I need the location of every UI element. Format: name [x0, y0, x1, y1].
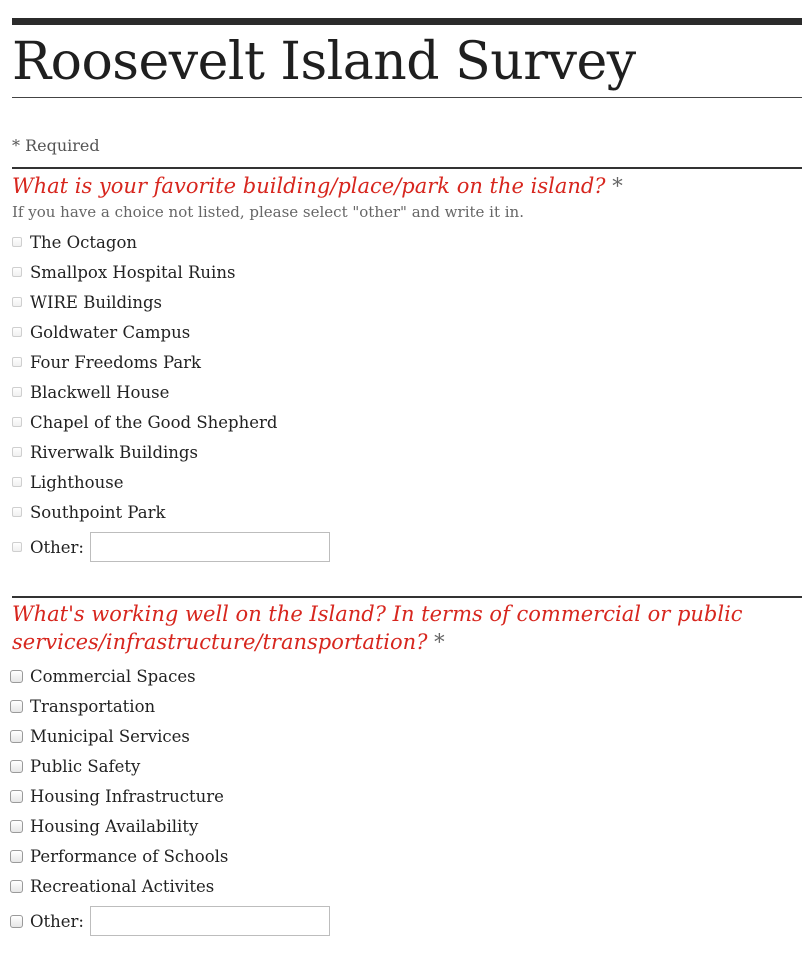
q2-option-commercial-spaces[interactable]	[10, 664, 196, 688]
option-label: The Octagon	[30, 232, 138, 252]
checkbox[interactable]	[12, 237, 22, 247]
question-1-title-text: What is your favorite building/place/park on the island?	[12, 174, 606, 198]
checkbox[interactable]	[12, 542, 22, 552]
top-bar	[12, 18, 802, 25]
q1-option-octagon[interactable]	[10, 230, 137, 254]
option-label: Smallpox Hospital Ruins	[30, 262, 236, 282]
checkbox[interactable]	[12, 327, 22, 337]
question-1-divider	[12, 167, 802, 169]
q2-option-housing-availability[interactable]	[10, 814, 198, 838]
q1-option-chapel[interactable]	[10, 410, 277, 434]
q1-other-input[interactable]	[90, 532, 330, 562]
q1-option-smallpox-hospital[interactable]	[10, 260, 235, 284]
option-label: Transportation	[30, 696, 156, 716]
checkbox[interactable]	[10, 700, 23, 713]
option-label: Southpoint Park	[30, 502, 166, 522]
option-label: Housing Infrastructure	[30, 786, 224, 806]
q2-option-housing-infrastructure[interactable]	[10, 784, 224, 808]
option-label: Chapel of the Good Shepherd	[30, 412, 278, 432]
q2-option-public-safety[interactable]	[10, 754, 140, 778]
q1-option-lighthouse[interactable]	[10, 470, 123, 494]
q2-option-performance-of-schools[interactable]	[10, 844, 228, 868]
question-2-title	[12, 600, 792, 656]
q1-option-riverwalk-buildings[interactable]	[10, 440, 198, 464]
checkbox[interactable]	[10, 670, 23, 683]
q2-option-other[interactable]	[10, 906, 330, 936]
option-label: WIRE Buildings	[30, 292, 162, 312]
page-title: Roosevelt Island Survey	[12, 32, 636, 92]
checkbox[interactable]	[10, 790, 23, 803]
q1-option-wire-buildings[interactable]	[10, 290, 162, 314]
option-label: Other:	[30, 537, 84, 557]
checkbox[interactable]	[12, 357, 22, 367]
question-1-help: If you have a choice not listed, please select "other" and write it in.	[12, 203, 524, 221]
q2-option-recreational-activites[interactable]	[10, 874, 214, 898]
q1-option-southpoint-park[interactable]	[10, 500, 165, 524]
checkbox[interactable]	[12, 477, 22, 487]
checkbox[interactable]	[12, 447, 22, 457]
q1-option-blackwell-house[interactable]	[10, 380, 169, 404]
option-label: Other:	[30, 911, 84, 931]
option-label: Blackwell House	[30, 382, 170, 402]
required-note: * Required	[12, 136, 100, 155]
option-label: Riverwalk Buildings	[30, 442, 198, 462]
required-marker: *	[434, 630, 445, 654]
checkbox[interactable]	[10, 850, 23, 863]
question-2-title-text: What's working well on the Island? In terms of commercial or public services/infrastructure/transportation?	[12, 602, 743, 654]
title-divider	[12, 97, 802, 98]
option-label: Performance of Schools	[30, 846, 229, 866]
checkbox[interactable]	[10, 760, 23, 773]
checkbox[interactable]	[12, 417, 22, 427]
option-label: Municipal Services	[30, 726, 190, 746]
option-label: Commercial Spaces	[30, 666, 196, 686]
checkbox[interactable]	[12, 297, 22, 307]
checkbox[interactable]	[12, 507, 22, 517]
checkbox[interactable]	[10, 730, 23, 743]
question-1-title	[12, 172, 792, 200]
q2-other-input[interactable]	[90, 906, 330, 936]
checkbox[interactable]	[10, 915, 23, 928]
option-label: Four Freedoms Park	[30, 352, 202, 372]
checkbox[interactable]	[12, 387, 22, 397]
checkbox[interactable]	[12, 267, 22, 277]
q1-option-four-freedoms-park[interactable]	[10, 350, 201, 374]
q2-option-municipal-services[interactable]	[10, 724, 190, 748]
required-marker: *	[612, 174, 623, 198]
checkbox[interactable]	[10, 880, 23, 893]
q1-option-other[interactable]	[10, 532, 330, 562]
q1-option-goldwater-campus[interactable]	[10, 320, 190, 344]
option-label: Recreational Activites	[30, 876, 215, 896]
option-label: Lighthouse	[30, 472, 124, 492]
q2-option-transportation[interactable]	[10, 694, 155, 718]
option-label: Goldwater Campus	[30, 322, 191, 342]
checkbox[interactable]	[10, 820, 23, 833]
option-label: Housing Availability	[30, 816, 199, 836]
option-label: Public Safety	[30, 756, 141, 776]
question-2-divider	[12, 596, 802, 598]
